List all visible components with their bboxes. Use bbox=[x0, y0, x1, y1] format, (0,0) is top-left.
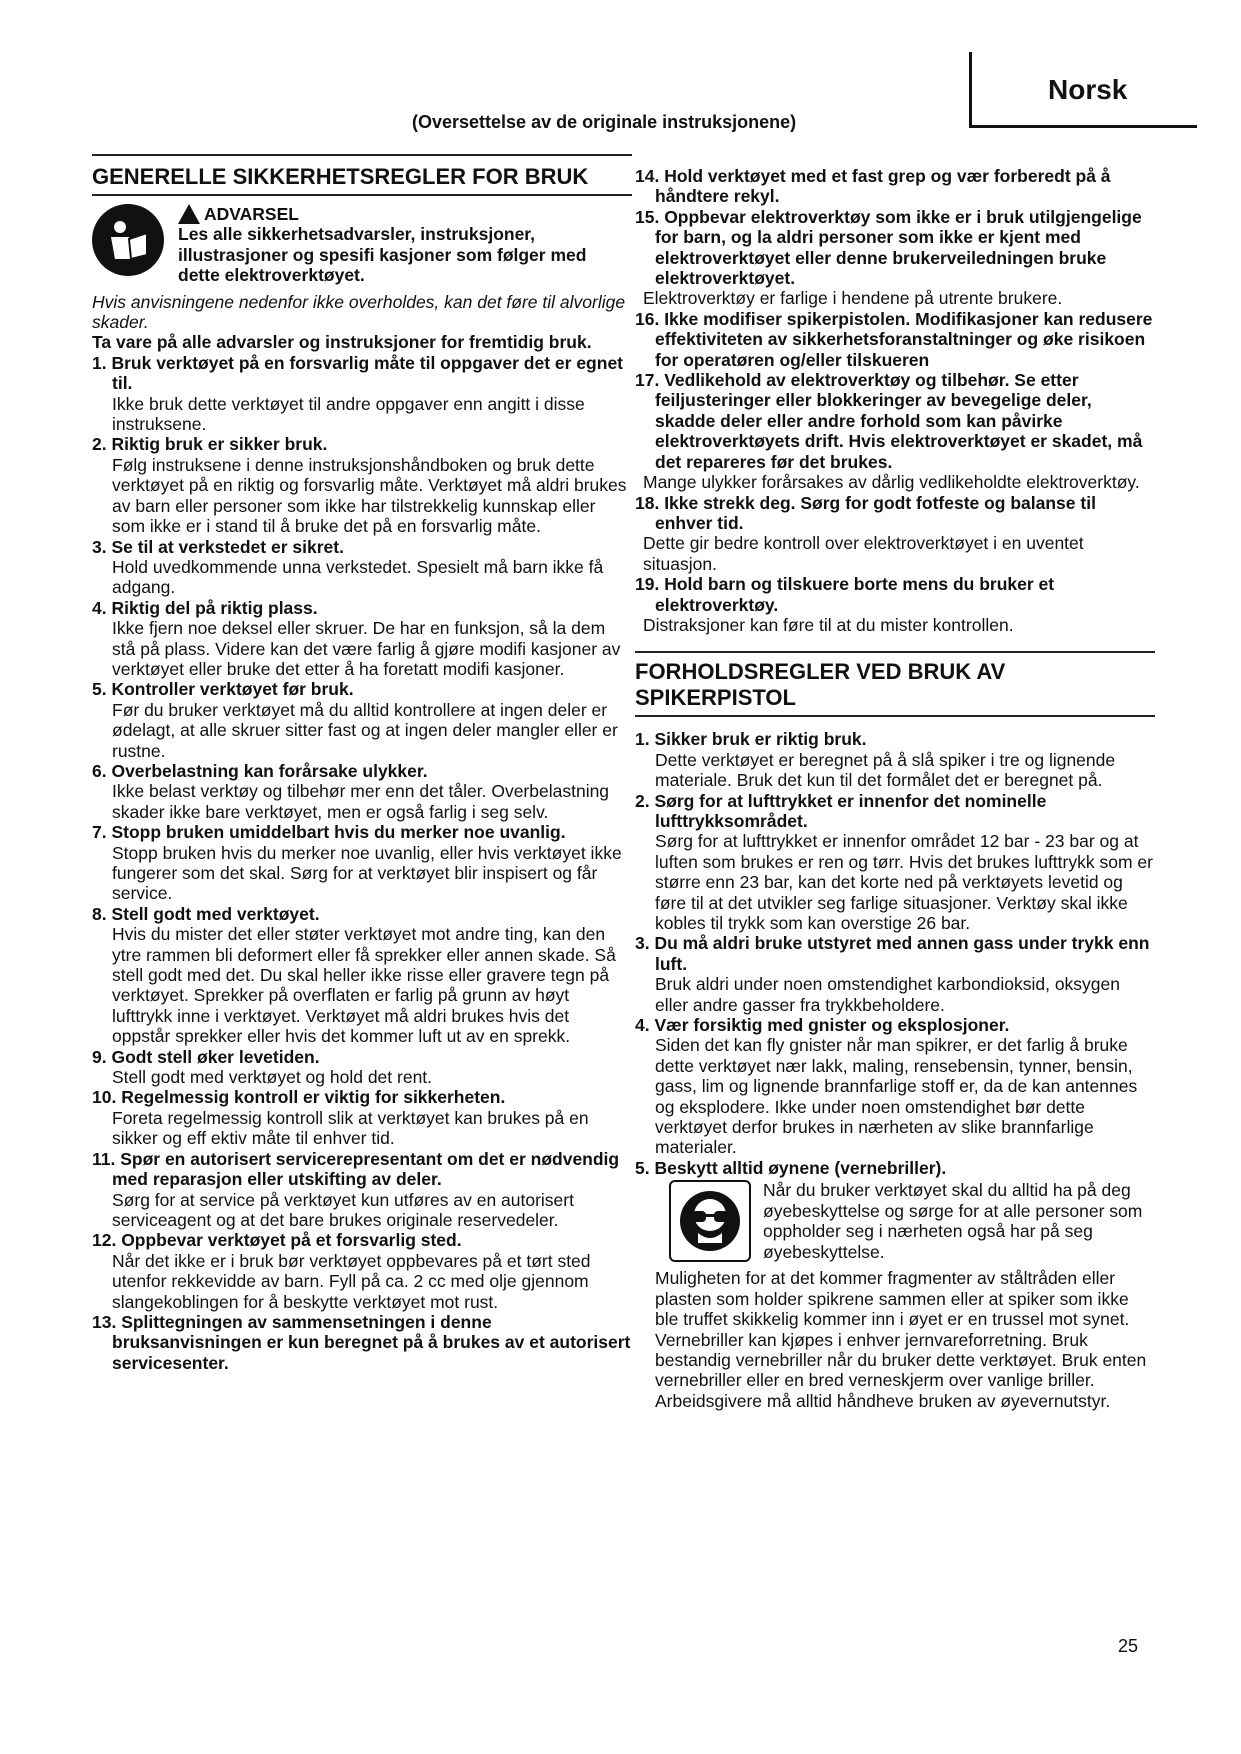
item-title: 18. Ikke strekk deg. Sørg for godt fotfeste og balanse til enhver tid. bbox=[635, 492, 1096, 533]
item-title: 4. Vær forsiktig med gnister og eksplosjoner. bbox=[635, 1015, 1010, 1036]
italic-note: Hvis anvisningene nedenfor ikke overholdes, kan det føre til alvorlige skader. bbox=[92, 291, 626, 333]
warning-title: ADVARSEL bbox=[204, 204, 299, 224]
item-title: 9. Godt stell øker levetiden. bbox=[92, 1046, 320, 1067]
item-body: Distraksjoner kan føre til at du mister kontrollen. bbox=[643, 614, 1014, 635]
warning-title-row bbox=[178, 204, 632, 224]
item-body: Hvis du mister det eller støter verktøyet mot andre ting, kan den ytre rammen bli deformert eller få sprekker eller annen skade. Så stell godt med det. Du skal heller ikke risse eller gravere tegn på verktøyet. Sprekker på overflaten er farlig på grunn av høyt lufttrykk inne i verktøyet. Verktøyet må aldri brukes hvis det oppstår sprekker eller hvis det kommer luft ut av en sprekk. bbox=[112, 924, 616, 1047]
bold-note: Ta vare på alle advarsler og instruksjoner for fremtidig bruk. bbox=[92, 332, 592, 353]
item-title: 1. Bruk verktøyet på en forsvarlig måte til oppgaver det er egnet til. bbox=[92, 352, 623, 394]
item-body: Hold uvedkommende unna verkstedet. Spesielt må barn ikke få adgang. bbox=[112, 556, 604, 598]
item-title: 7. Stopp bruken umiddelbart hvis du merker noe uvanlig. bbox=[92, 822, 566, 843]
item-body: Elektroverktøy er farlige i hendene på utrente brukere. bbox=[643, 288, 1063, 309]
item-body: Før du bruker verktøyet må du alltid kontrollere at ingen deler er ødelagt, at alle skruer sitter fast og at ingen deler mangler eller er rustne. bbox=[112, 699, 618, 761]
list-item bbox=[92, 822, 632, 904]
item-title: 3. Du må aldri bruke utstyret med annen gass under trykk enn luft. bbox=[635, 933, 1150, 974]
item-title: 4. Riktig del på riktig plass. bbox=[92, 597, 318, 618]
list-item bbox=[92, 1047, 632, 1088]
language-box bbox=[969, 52, 1197, 128]
list-item bbox=[635, 791, 1155, 934]
item-title: 6. Overbelastning kan forårsake ulykker. bbox=[92, 760, 428, 781]
item-body: Bruk aldri under noen omstendighet karbondioksid, oksygen eller andre gasser fra trykkbeholdere. bbox=[655, 974, 1121, 1015]
right-item-list-bottom bbox=[635, 729, 1155, 1178]
left-column bbox=[92, 154, 632, 1373]
item-title: 19. Hold barn og tilskuere borte mens du bruker et elektroverktøy. bbox=[635, 574, 1055, 615]
item-title: 17. Vedlikehold av elektroverktøy og tilbehør. Se etter feiljusteringer eller blokkeringer av bevegelige deler, skadde deler eller andre forhold som kan påvirke elektroverktøyets drift. Hvis elektroverktøyet er skadet, må det repareres før det brukes. bbox=[635, 370, 1143, 472]
item-title: 2. Sørg for at lufttrykket er innenfor det nominelle lufttrykksområdet. bbox=[635, 790, 1047, 831]
item-title: 14. Hold verktøyet med et fast grep og vær forberedt på å håndtere rekyl. bbox=[635, 166, 1111, 207]
list-item bbox=[92, 1230, 632, 1312]
list-item bbox=[92, 1087, 632, 1148]
item-body: Stopp bruken hvis du merker noe uvanlig, eller hvis verktøyet ikke fungerer som det skal. Sørg for at verktøyet blir inspisert og får service. bbox=[112, 842, 622, 904]
item-body: Dette gir bedre kontroll over elektroverktøyet i en uventet situasjon. bbox=[643, 533, 1084, 574]
list-item bbox=[635, 493, 1155, 575]
item-title: 5. Beskytt alltid øynene (vernebriller). bbox=[635, 1157, 947, 1178]
item-body: Sørg for at lufttrykket er innenfor området 12 bar - 23 bar og at luften som brukes er ren og tørr. Hvis det brukes lufttrykk som er større enn 23 bar, kan det korte ned på verktøyets levetid og føre til at det utvikler seg farlige situasjoner. Verktøy skal ikke kobles til trykk som kan overstige 26 bar. bbox=[655, 831, 1153, 933]
list-item bbox=[635, 1158, 1155, 1178]
left-heading: GENERELLE SIKKERHETSREGLER FOR BRUK bbox=[92, 164, 589, 189]
item-body: Dette verktøyet er beregnet på å slå spiker i tre og lignende materiale. Bruk det kun til det formålet det er beregnet på. bbox=[655, 749, 1116, 791]
item-title: 8. Stell godt med verktøyet. bbox=[92, 903, 320, 924]
list-item bbox=[635, 207, 1155, 309]
item-body: Sørg for at service på verktøyet kun utføres av en autorisert serviceagent og at det bare brukes originale reservedeler. bbox=[112, 1189, 574, 1230]
list-item bbox=[92, 1312, 632, 1373]
item-body: Stell godt med verktøyet og hold det rent. bbox=[112, 1067, 433, 1088]
item-title: 5. Kontroller verktøyet før bruk. bbox=[92, 679, 354, 700]
page-number: 25 bbox=[1118, 1636, 1139, 1656]
item-title: 11. Spør en autorisert servicerepresentant om det er nødvendig med reparasjon eller utskifting av deler. bbox=[92, 1148, 620, 1190]
safety-glasses-icon bbox=[669, 1180, 751, 1262]
item-title: 16. Ikke modifiser spikerpistolen. Modifikasjoner kan redusere effektiviteten av sikkerhetsforanstaltninger og øke risikoen for operatøren og/eller tilskueren bbox=[635, 308, 1153, 370]
item-title: 10. Regelmessig kontroll er viktig for sikkerheten. bbox=[92, 1087, 506, 1108]
list-item bbox=[92, 598, 632, 680]
eye-protection-text: Når du bruker verktøyet skal du alltid ha på deg øyebeskyttelse og sørge for at alle personer som oppholder seg i nærheten også har på seg øyebeskyttelse. bbox=[763, 1180, 1143, 1262]
eye-protection-block bbox=[669, 1180, 1155, 1262]
item-title: 1. Sikker bruk er riktig bruk. bbox=[635, 729, 867, 750]
list-item bbox=[635, 370, 1155, 492]
list-item bbox=[92, 353, 632, 435]
heading-rule-bottom bbox=[635, 715, 1155, 717]
item-title: 12. Oppbevar verktøyet på et forsvarlig sted. bbox=[92, 1230, 462, 1251]
warning-triangle-icon bbox=[178, 204, 200, 224]
list-item bbox=[92, 537, 632, 598]
item-body: Følg instruksene i denne instruksjonshåndboken og bruk dette verktøyet på en riktig og forsvarlig måte. Verktøyet må aldri brukes av barn eller personer som ikke har tilstrekkelig kunnskap eller som ikke er i stand til å bruke det på en forsvarlig måte. bbox=[112, 454, 627, 537]
left-item-list bbox=[92, 353, 632, 1373]
item-body: Ikke belast verktøy og tilbehør mer enn det tåler. Overbelastning skader ikke bare verktøyet, men er også farlig i seg selv. bbox=[112, 781, 610, 822]
list-item bbox=[635, 729, 1155, 790]
warning-block bbox=[92, 204, 632, 286]
list-item bbox=[92, 434, 632, 536]
translation-subtitle: (Oversettelse av de originale instruksjonene) bbox=[412, 112, 797, 132]
list-item bbox=[92, 904, 632, 1047]
item-title: 13. Splittegningen av sammensetningen i denne bruksanvisningen er kun beregnet på å brukes av et autorisert servicesenter. bbox=[92, 1311, 631, 1373]
read-manual-icon bbox=[92, 204, 164, 276]
eye-protection-paragraph: Muligheten for at det kommer fragmenter av ståltråden eller plasten som holder spikrene sammen eller at spiker som ikke ble truffet skikkelig kommer inn i øyet er en trussel mot synet. Vernebriller kan kjøpes i enhver jernvareforretning. Bruk bestandig vernebriller når du bruker dette verktøyet. Bruk enten vernebriller eller en bred verneskjerm over vanlige briller. bbox=[655, 1268, 1147, 1391]
item-body: Ikke fjern noe deksel eller skruer. De har en funksjon, så la dem stå på plass. Videre kan det være farlig å gjøre modifi kasjoner av verktøyet eller bruke det etter å ha foretatt modifi kasjoner. bbox=[112, 618, 621, 679]
item-title: 3. Se til at verkstedet er sikret. bbox=[92, 536, 344, 557]
list-item bbox=[92, 679, 632, 761]
item-body: Ikke bruk dette verktøyet til andre oppgaver enn angitt i disse instruksene. bbox=[112, 393, 585, 435]
item-body: Når det ikke er i bruk bør verktøyet oppbevares på et tørt sted utenfor rekkevidde av barn. Fyll på ca. 2 cc med olje gjennom slangekoblingen for å beskytte verktøyet mot rust. bbox=[112, 1250, 591, 1312]
item-body: Mange ulykker forårsakes av dårlig vedlikeholdte elektroverktøy. bbox=[643, 472, 1140, 493]
list-item bbox=[635, 309, 1155, 370]
heading-rule-bottom bbox=[92, 194, 632, 196]
item-body: Siden det kan fly gnister når man spikrer, er det farlig å bruke dette verktøyet nær lakk, maling, rensebensin, tynner, bensin, gass, lim og lignende brannfarlige stoff er, da de kan antennes og eksplodere. Ikke under noen omstendighet bør dette verktøyet derfor brukes in nærheten av slike brannfarlige materialer. bbox=[655, 1035, 1138, 1158]
right-column bbox=[635, 166, 1155, 1411]
list-item bbox=[635, 933, 1155, 1015]
eye-protection-employer-note: Arbeidsgivere må alltid håndheve bruken av øyevernutstyr. bbox=[655, 1390, 1111, 1411]
right-heading: FORHOLDSREGLER VED BRUK AV SPIKERPISTOL bbox=[635, 659, 1006, 711]
list-item bbox=[92, 1149, 632, 1231]
language-label: Norsk bbox=[1048, 74, 1128, 105]
list-item bbox=[92, 761, 632, 822]
item-body: Foreta regelmessig kontroll slik at verktøyet kan brukes på en sikker og eff ektiv måte til enhver tid. bbox=[112, 1107, 589, 1149]
list-item bbox=[635, 574, 1155, 635]
heading-rule-top bbox=[635, 651, 1155, 653]
item-title: 2. Riktig bruk er sikker bruk. bbox=[92, 434, 328, 455]
item-title: 15. Oppbevar elektroverktøy som ikke er i bruk utilgjengelige for barn, og la aldri personer som ikke er kjent med elektroverktøyet eller denne brukerveiledningen bruke elektroverktøyet. bbox=[635, 206, 1142, 289]
list-item bbox=[635, 1015, 1155, 1158]
warning-text: Les alle sikkerhetsadvarsler, instruksjoner, illustrasjoner og spesifi kasjoner som følger med dette elektroverktøyet. bbox=[178, 224, 587, 286]
right-item-list-top bbox=[635, 166, 1155, 635]
list-item bbox=[635, 166, 1155, 207]
heading-rule-top bbox=[92, 154, 632, 156]
